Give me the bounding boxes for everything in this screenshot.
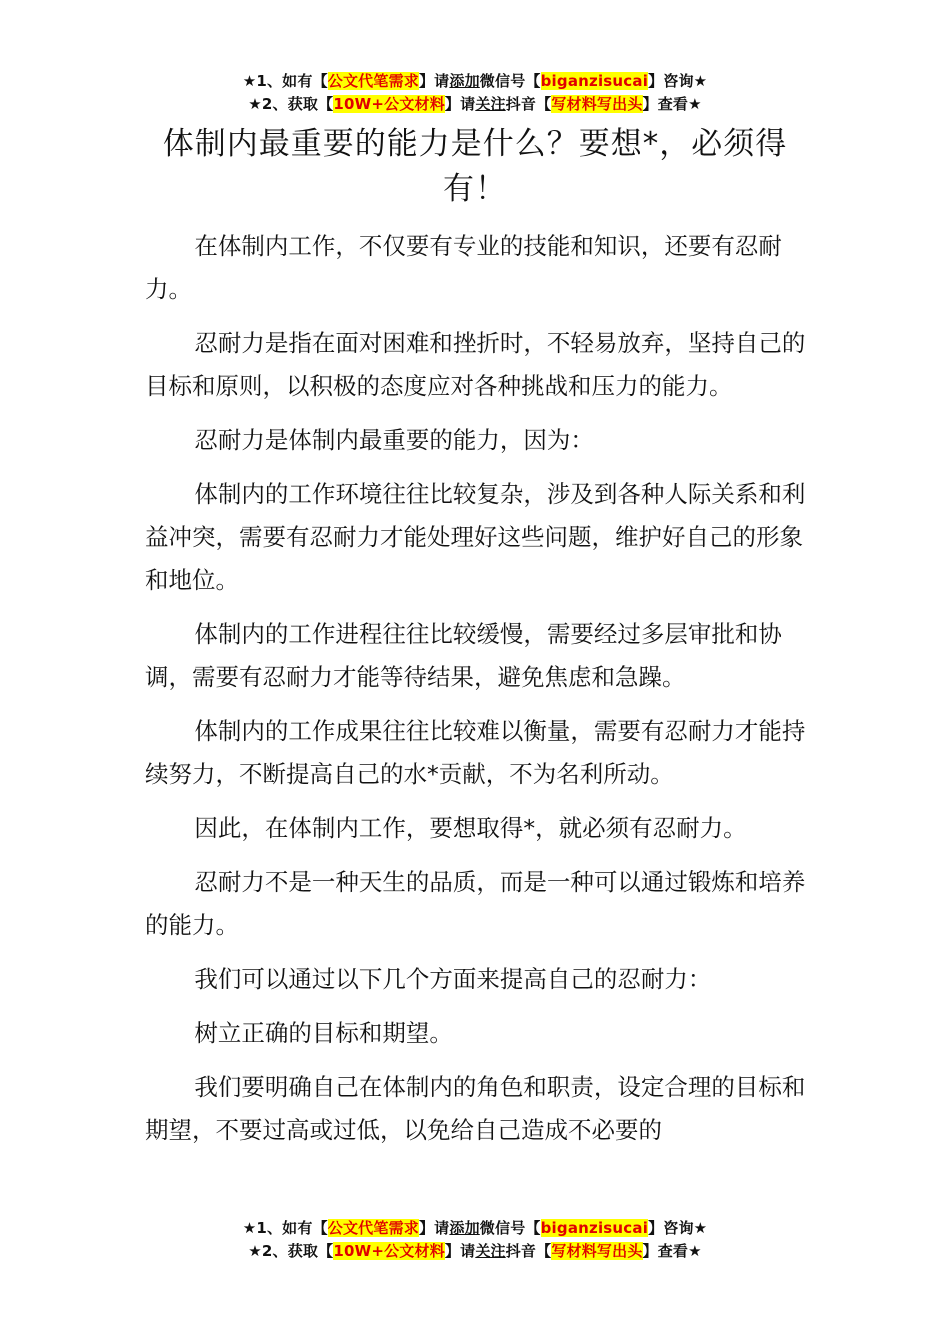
highlight-text: 10W+公文材料 — [333, 95, 445, 113]
highlight-text: 公文代笔需求 — [327, 72, 419, 90]
paragraph: 体制内的工作进程往往比较缓慢，需要经过多层审批和协调，需要有忍耐力才能等待结果，避免焦虑和急躁。 — [145, 620, 782, 691]
promo-line-2: ★2、获取【10W+公文材料】请关注抖音【写材料写出头】查看★ — [248, 95, 702, 113]
paragraph: 忍耐力不是一种天生的品质，而是一种可以通过锻炼和培养的能力。 — [145, 868, 806, 939]
highlight-text: 公文代笔需求 — [327, 1219, 419, 1237]
paragraph: 树立正确的目标和期望。 — [194, 1019, 453, 1047]
highlight-text: biganzisucai — [540, 1219, 649, 1237]
paragraph: 因此，在体制内工作，要想取得*，就必须有忍耐力。 — [194, 814, 747, 842]
highlight-text: 写材料写出头 — [551, 95, 643, 113]
document-title: 体制内最重要的能力是什么？要想*，必须得有！ — [162, 126, 788, 207]
highlight-text: 10W+公文材料 — [333, 1242, 445, 1260]
paragraph: 忍耐力是指在面对困难和挫折时，不轻易放弃，坚持自己的目标和原则，以积极的态度应对各种挑战和压力的能力。 — [145, 329, 806, 400]
paragraph: 忍耐力是体制内最重要的能力，因为： — [194, 426, 594, 454]
promo-line-2: ★2、获取【10W+公文材料】请关注抖音【写材料写出头】查看★ — [248, 1242, 702, 1260]
paragraph: 体制内的工作环境往往比较复杂，涉及到各种人际关系和利益冲突，需要有忍耐力才能处理好这些问题，维护好自己的形象和地位。 — [145, 480, 806, 594]
paragraph: 在体制内工作，不仅要有专业的技能和知识，还要有忍耐力。 — [145, 232, 782, 303]
promo-line-1: ★1、如有【公文代笔需求】请添加微信号【biganzisucai】咨询★ — [242, 72, 708, 90]
promo-banner-bottom — [0, 1217, 950, 1263]
highlight-text: 写材料写出头 — [551, 1242, 643, 1260]
highlight-text: biganzisucai — [540, 72, 649, 90]
paragraph: 体制内的工作成果往往比较难以衡量，需要有忍耐力才能持续努力，不断提高自己的水*贡献，不为名利所动。 — [145, 717, 806, 788]
document-body — [145, 225, 807, 1163]
paragraph: 我们可以通过以下几个方面来提高自己的忍耐力： — [194, 965, 712, 993]
promo-line-1: ★1、如有【公文代笔需求】请添加微信号【biganzisucai】咨询★ — [242, 1219, 708, 1237]
paragraph: 我们要明确自己在体制内的角色和职责，设定合理的目标和期望，不要过高或过低，以免给自己造成不必要的 — [145, 1073, 806, 1144]
promo-banner-top — [0, 70, 950, 116]
